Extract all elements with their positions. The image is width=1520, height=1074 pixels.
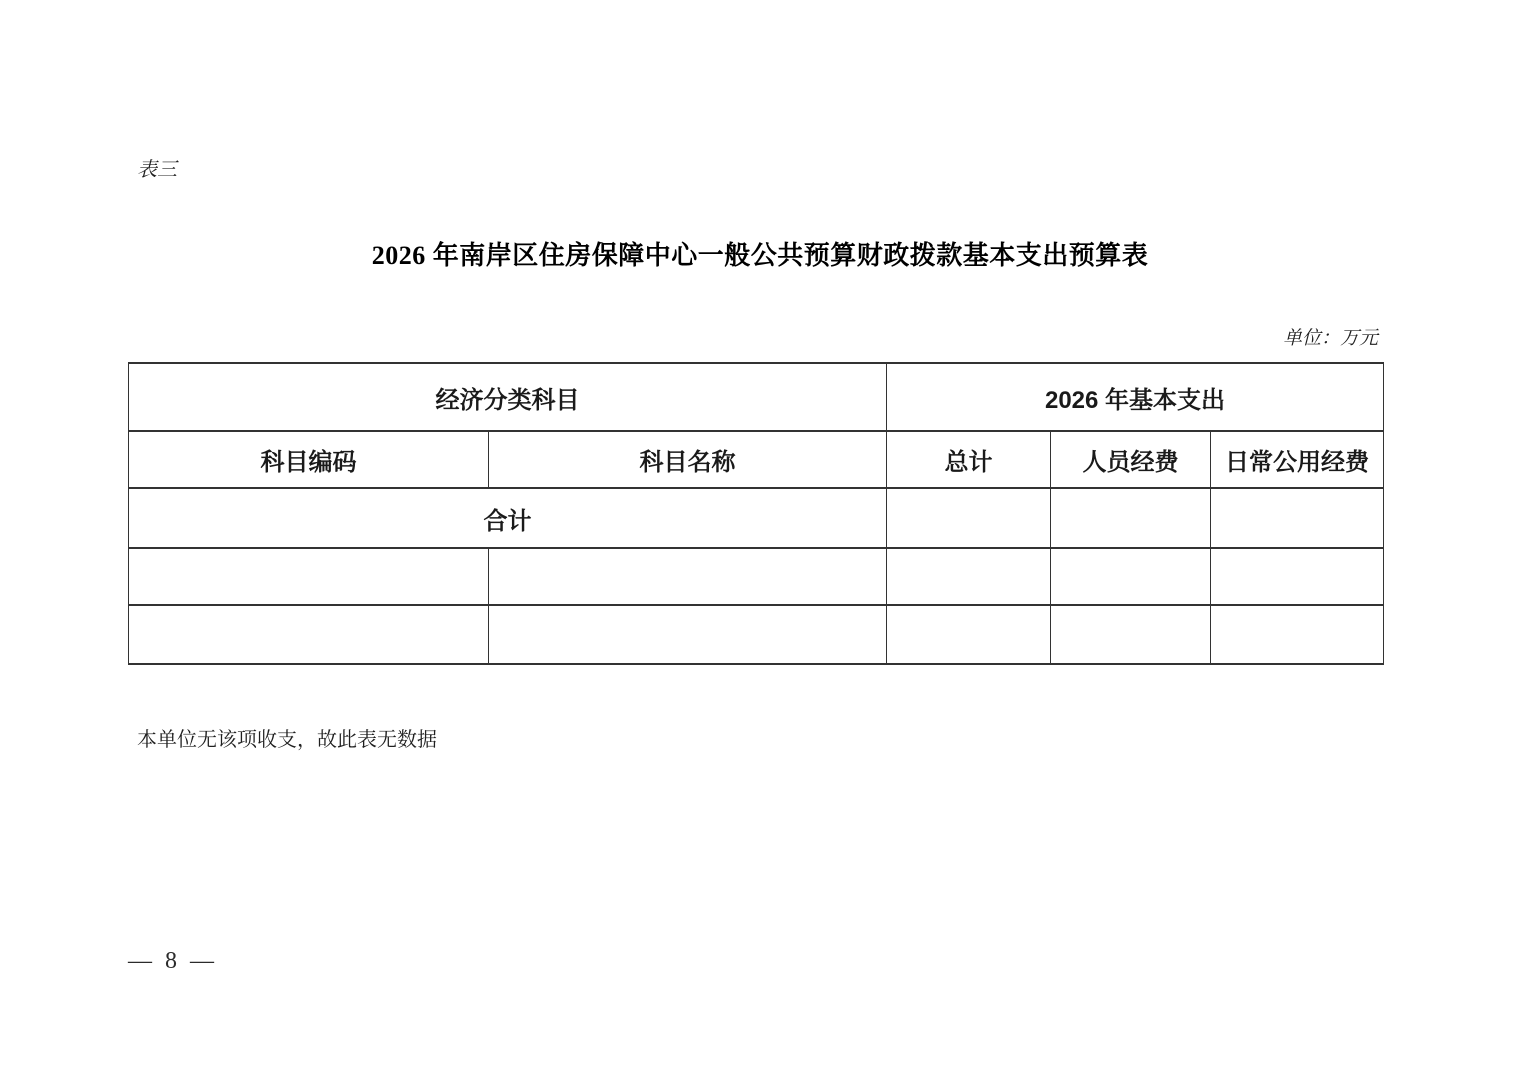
budget-table [128,362,1384,665]
empty-cell [129,548,489,605]
header-basic-expenditure-2026: 2026 年基本支出 [887,363,1384,431]
total-row-label: 合计 [129,488,887,548]
empty-cell [1211,548,1384,605]
no-data-note: 本单位无该项收支，故此表无数据 [137,729,437,751]
page-title: 2026 年南岸区住房保障中心一般公共预算财政拨款基本支出预算表 [371,241,1149,270]
empty-cell [489,548,887,605]
column-header-total: 总计 [887,431,1051,488]
empty-cell [489,605,887,664]
total-daily-public-cell [1211,488,1384,548]
column-header-personnel-funds: 人员经费 [1051,431,1211,488]
column-header-daily-public-funds: 日常公用经费 [1211,431,1384,488]
empty-cell [129,605,489,664]
empty-cell [1211,605,1384,664]
column-header-subject-code: 科目编码 [129,431,489,488]
table-row-group-header [129,363,1384,431]
table-row-total [129,488,1384,548]
empty-cell [1051,548,1211,605]
total-value-cell [887,488,1051,548]
empty-cell [887,605,1051,664]
total-personnel-cell [1051,488,1211,548]
unit-of-measure-label: 单位：万元 [1282,328,1378,349]
table-row [129,605,1384,664]
table-number-label: 表三 [137,159,177,181]
header-economic-classification: 经济分类科目 [129,363,887,431]
empty-cell [887,548,1051,605]
table-row [129,548,1384,605]
table-row-column-headers [129,431,1384,488]
empty-cell [1051,605,1211,664]
column-header-subject-name: 科目名称 [489,431,887,488]
page-number: — 8 — [128,948,214,974]
